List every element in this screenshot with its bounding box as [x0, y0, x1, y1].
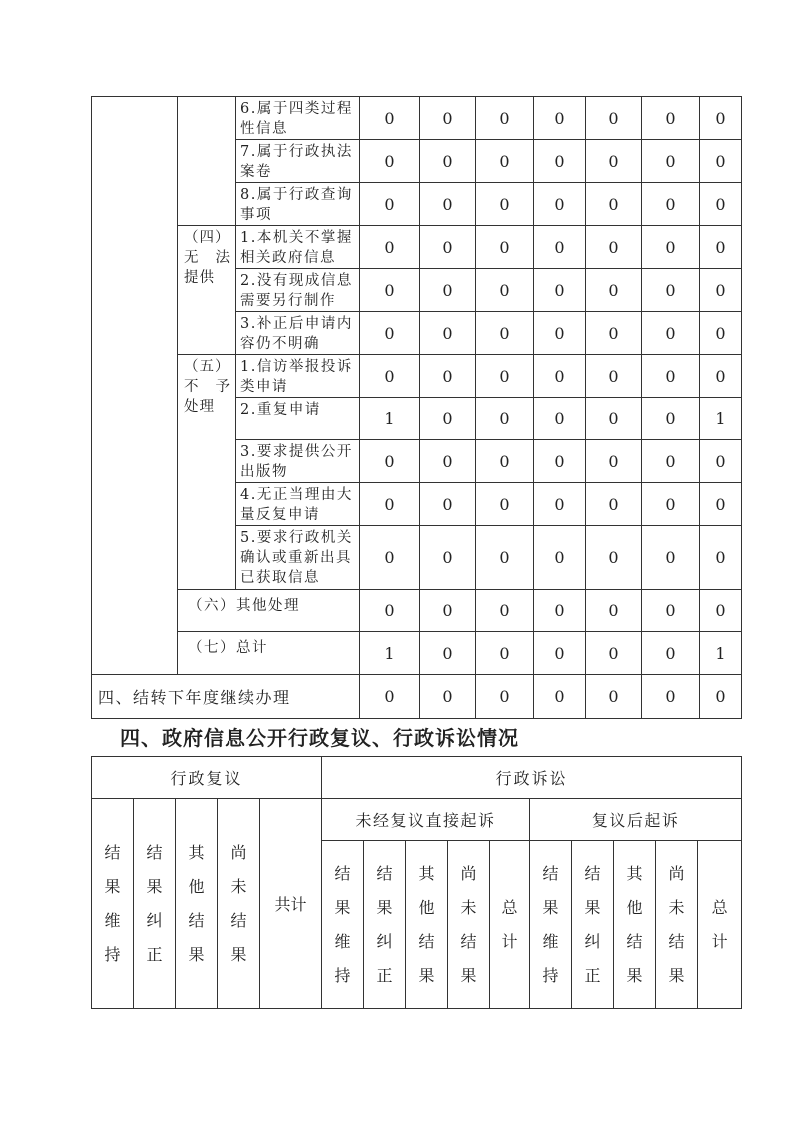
- count-cell: 0: [534, 97, 586, 140]
- row-label: 2.没有现成信息需要另行制作: [236, 269, 360, 312]
- count-cell: 0: [534, 526, 586, 590]
- row-label: 7.属于行政执法案卷: [236, 140, 360, 183]
- count-cell: 0: [534, 440, 586, 483]
- row-label: 3.要求提供公开出版物: [236, 440, 360, 483]
- header-char: 其: [188, 842, 205, 862]
- count-cell: 0: [586, 312, 642, 355]
- category-wufa: [178, 226, 236, 355]
- count-cell: 0: [534, 398, 586, 440]
- category-char: 不: [184, 379, 200, 395]
- header-char: 果: [418, 965, 435, 985]
- review-pending-header: [218, 799, 260, 1009]
- count-cell: 0: [642, 632, 700, 675]
- count-cell: 0: [534, 269, 586, 312]
- count-cell: 0: [642, 398, 700, 440]
- after-pending-header: [656, 841, 698, 1009]
- direct-other-header: [406, 841, 448, 1009]
- count-cell: 0: [420, 632, 476, 675]
- count-cell: 0: [420, 526, 476, 590]
- count-cell: 0: [476, 355, 534, 398]
- header-char: 结: [334, 863, 351, 883]
- table-row: [92, 226, 742, 269]
- subcategory-cell: [178, 97, 236, 226]
- count-cell: 0: [420, 398, 476, 440]
- header-char: 果: [626, 965, 643, 985]
- header-char: 他: [418, 897, 435, 917]
- count-cell: 0: [476, 183, 534, 226]
- header-char: 尚: [668, 863, 685, 883]
- count-cell: 0: [700, 312, 742, 355]
- count-cell: 0: [534, 632, 586, 675]
- category-title-end: 提供: [184, 270, 215, 286]
- category-buyu: [178, 355, 236, 590]
- row-label: 2.重复申请: [236, 398, 360, 440]
- header-char: 结: [626, 931, 643, 951]
- count-cell: 0: [700, 97, 742, 140]
- count-cell: 0: [534, 140, 586, 183]
- count-cell: 0: [586, 440, 642, 483]
- header-char: 果: [376, 897, 393, 917]
- row-label: 4.无正当理由大量反复申请: [236, 483, 360, 526]
- header-char: 持: [334, 965, 351, 985]
- count-cell: 0: [420, 483, 476, 526]
- outer-category-cell: [92, 97, 178, 675]
- count-cell: 0: [476, 526, 534, 590]
- count-cell: 1: [700, 398, 742, 440]
- count-cell: 0: [700, 355, 742, 398]
- header-char: 果: [188, 944, 205, 964]
- count-cell: 0: [420, 226, 476, 269]
- direct-uphold-header: [322, 841, 364, 1009]
- header-char: 结: [542, 863, 559, 883]
- header-char: 结: [230, 910, 247, 930]
- count-cell: 0: [476, 226, 534, 269]
- count-cell: 0: [586, 398, 642, 440]
- row-label: 8.属于行政查询事项: [236, 183, 360, 226]
- after-correct-header: [572, 841, 614, 1009]
- header-char: 结: [146, 842, 163, 862]
- row-label: 5.要求行政机关确认或重新出具已获取信息: [236, 526, 360, 590]
- count-cell: 0: [476, 97, 534, 140]
- header-char: 结: [188, 910, 205, 930]
- header-char: 其: [626, 863, 643, 883]
- header-char: 未: [230, 876, 247, 896]
- count-cell: 0: [360, 526, 420, 590]
- header-char: 计: [501, 931, 518, 951]
- count-cell: 0: [360, 440, 420, 483]
- count-cell: 0: [420, 312, 476, 355]
- count-cell: 0: [534, 183, 586, 226]
- count-cell: 0: [420, 590, 476, 632]
- count-cell: 0: [360, 312, 420, 355]
- header-char: 纠: [584, 931, 601, 951]
- count-cell: 0: [476, 483, 534, 526]
- header-char: 总: [711, 897, 728, 917]
- count-cell: 0: [476, 312, 534, 355]
- count-cell: 1: [700, 632, 742, 675]
- header-char: 他: [188, 876, 205, 896]
- count-cell: 0: [586, 226, 642, 269]
- header-char: 正: [584, 965, 601, 985]
- count-cell: 0: [360, 226, 420, 269]
- header-char: 果: [334, 897, 351, 917]
- table-row: [92, 97, 742, 140]
- header-char: 正: [376, 965, 393, 985]
- review-litigation-table: [91, 756, 742, 1009]
- after-sum-header: [698, 841, 742, 1009]
- header-char: 尚: [230, 842, 247, 862]
- count-cell: 0: [420, 97, 476, 140]
- count-cell: 0: [360, 183, 420, 226]
- count-cell: 0: [586, 632, 642, 675]
- category-number: （五）: [184, 359, 231, 375]
- category-number: （四）: [184, 230, 231, 246]
- count-cell: 0: [420, 675, 476, 719]
- header-char: 尚: [460, 863, 477, 883]
- review-correct-header: [134, 799, 176, 1009]
- count-cell: 0: [700, 675, 742, 719]
- count-cell: 0: [642, 312, 700, 355]
- table-row: [92, 355, 742, 398]
- category-char: 无: [184, 250, 200, 266]
- category-char: 予: [215, 379, 231, 395]
- header-char: 果: [230, 944, 247, 964]
- category-title-end: 处理: [184, 399, 215, 415]
- count-cell: 0: [586, 355, 642, 398]
- count-cell: 0: [360, 140, 420, 183]
- header-char: 计: [711, 931, 728, 951]
- count-cell: 0: [642, 226, 700, 269]
- count-cell: 0: [586, 183, 642, 226]
- count-cell: 0: [420, 440, 476, 483]
- header-char: 正: [146, 944, 163, 964]
- count-cell: 0: [420, 269, 476, 312]
- count-cell: 0: [360, 355, 420, 398]
- header-char: 纠: [146, 910, 163, 930]
- row-label: 6.属于四类过程性信息: [236, 97, 360, 140]
- count-cell: 0: [534, 483, 586, 526]
- category-char: 法: [215, 250, 231, 266]
- count-cell: 0: [700, 440, 742, 483]
- count-cell: 0: [420, 183, 476, 226]
- count-cell: 0: [476, 398, 534, 440]
- count-cell: 0: [700, 526, 742, 590]
- table-row: [92, 590, 742, 632]
- header-char: 结: [418, 931, 435, 951]
- review-total-header: 共计: [260, 799, 322, 1009]
- header-char: 果: [668, 965, 685, 985]
- header-char: 维: [104, 910, 121, 930]
- direct-correct-header: [364, 841, 406, 1009]
- header-char: 他: [626, 897, 643, 917]
- count-cell: 0: [586, 140, 642, 183]
- count-cell: 0: [586, 269, 642, 312]
- admin-review-header: 行政复议: [92, 757, 322, 799]
- count-cell: 0: [360, 269, 420, 312]
- count-cell: 0: [360, 483, 420, 526]
- header-char: 果: [460, 965, 477, 985]
- section-4-title: 四、政府信息公开行政复议、行政诉讼情况: [120, 726, 519, 750]
- table-row: [92, 675, 742, 719]
- header-char: 总: [501, 897, 518, 917]
- header-char: 结: [376, 863, 393, 883]
- count-cell: 0: [700, 183, 742, 226]
- header-char: 未: [668, 897, 685, 917]
- header-char: 未: [460, 897, 477, 917]
- count-cell: 0: [642, 140, 700, 183]
- count-cell: 0: [642, 355, 700, 398]
- header-char: 持: [542, 965, 559, 985]
- count-cell: 1: [360, 632, 420, 675]
- count-cell: 0: [642, 269, 700, 312]
- count-cell: 0: [586, 526, 642, 590]
- row-label: 1.本机关不掌握相关政府信息: [236, 226, 360, 269]
- count-cell: 0: [642, 440, 700, 483]
- count-cell: 0: [700, 483, 742, 526]
- header-char: 果: [104, 876, 121, 896]
- suit-after-review-header: 复议后起诉: [530, 799, 742, 841]
- row-label: 1.信访举报投诉类申请: [236, 355, 360, 398]
- count-cell: 0: [476, 140, 534, 183]
- header-char: 纠: [376, 931, 393, 951]
- header-char: 持: [104, 944, 121, 964]
- count-cell: 0: [534, 590, 586, 632]
- count-cell: 0: [586, 675, 642, 719]
- admin-litigation-header: 行政诉讼: [322, 757, 742, 799]
- count-cell: 0: [642, 483, 700, 526]
- count-cell: 0: [534, 226, 586, 269]
- review-other-header: [176, 799, 218, 1009]
- row-label: 四、结转下年度继续办理: [92, 675, 360, 719]
- header-char: 结: [668, 931, 685, 951]
- count-cell: 0: [642, 590, 700, 632]
- count-cell: 0: [642, 183, 700, 226]
- count-cell: 0: [642, 97, 700, 140]
- count-cell: 0: [642, 526, 700, 590]
- count-cell: 0: [420, 140, 476, 183]
- after-other-header: [614, 841, 656, 1009]
- row-label: （七）总计: [178, 632, 360, 675]
- count-cell: 0: [700, 590, 742, 632]
- count-cell: 0: [476, 590, 534, 632]
- category-title-line: [184, 248, 231, 268]
- count-cell: 0: [700, 140, 742, 183]
- direct-suit-header: 未经复议直接起诉: [322, 799, 530, 841]
- count-cell: 0: [476, 269, 534, 312]
- row-label: 3.补正后申请内容仍不明确: [236, 312, 360, 355]
- count-cell: 0: [586, 483, 642, 526]
- count-cell: 0: [476, 632, 534, 675]
- count-cell: 1: [360, 398, 420, 440]
- category-title-line: [184, 377, 231, 397]
- header-char: 结: [104, 842, 121, 862]
- header-char: 果: [584, 897, 601, 917]
- count-cell: 0: [534, 675, 586, 719]
- header-char: 果: [146, 876, 163, 896]
- count-cell: 0: [360, 590, 420, 632]
- header-char: 维: [334, 931, 351, 951]
- review-uphold-header: [92, 799, 134, 1009]
- count-cell: 0: [534, 355, 586, 398]
- header-char: 结: [460, 931, 477, 951]
- count-cell: 0: [586, 590, 642, 632]
- header-char: 果: [542, 897, 559, 917]
- count-cell: 0: [476, 675, 534, 719]
- header-char: 维: [542, 931, 559, 951]
- row-label: （六）其他处理: [178, 590, 360, 632]
- header-char: 结: [584, 863, 601, 883]
- count-cell: 0: [586, 97, 642, 140]
- count-cell: 0: [700, 226, 742, 269]
- count-cell: 0: [360, 97, 420, 140]
- count-cell: 0: [476, 440, 534, 483]
- application-handling-table: [91, 96, 742, 719]
- count-cell: 0: [360, 675, 420, 719]
- header-char: 其: [418, 863, 435, 883]
- after-uphold-header: [530, 841, 572, 1009]
- count-cell: 0: [700, 269, 742, 312]
- table-row: [92, 632, 742, 675]
- direct-sum-header: [490, 841, 530, 1009]
- count-cell: 0: [534, 312, 586, 355]
- count-cell: 0: [420, 355, 476, 398]
- count-cell: 0: [642, 675, 700, 719]
- direct-pending-header: [448, 841, 490, 1009]
